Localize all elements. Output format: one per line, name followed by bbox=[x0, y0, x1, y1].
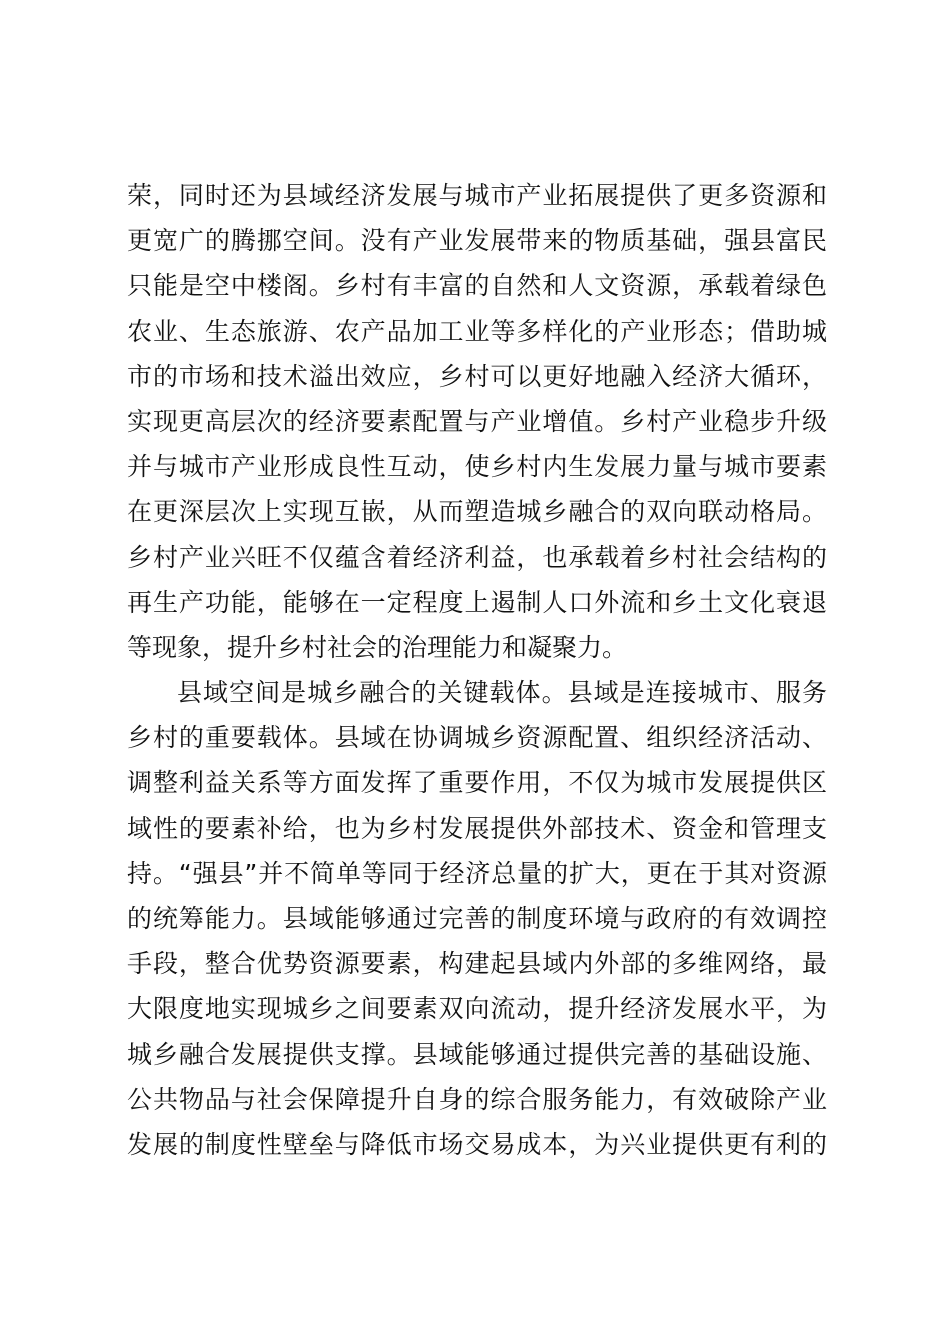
text-line: 持。“强县”并不简单等同于经济总量的扩大，更在于其对资源 bbox=[127, 858, 827, 888]
text-line: 域性的要素补给，也为乡村发展提供外部技术、资金和管理支 bbox=[127, 813, 827, 843]
text-line: 等现象，提升乡村社会的治理能力和凝聚力。 bbox=[127, 632, 628, 662]
text-line: 只能是空中楼阁。乡村有丰富的自然和人文资源，承载着绿色 bbox=[127, 271, 827, 301]
text-line: 更宽广的腾挪空间。没有产业发展带来的物质基础，强县富民 bbox=[127, 226, 827, 256]
text-line: 乡村产业兴旺不仅蕴含着经济利益，也承载着乡村社会结构的 bbox=[127, 542, 827, 572]
text-line: 发展的制度性壁垒与降低市场交易成本，为兴业提供更有利的 bbox=[127, 1129, 827, 1159]
text-line: 荣，同时还为县域经济发展与城市产业拓展提供了更多资源和 bbox=[127, 181, 827, 210]
body-text bbox=[127, 173, 827, 1167]
text-line: 县域空间是城乡融合的关键载体。县域是连接城市、服务 bbox=[177, 678, 827, 708]
text-line: 在更深层次上实现互嵌，从而塑造城乡融合的双向联动格局。 bbox=[127, 497, 827, 527]
text-line: 调整利益关系等方面发挥了重要作用，不仅为城市发展提供区 bbox=[127, 768, 827, 798]
paragraph-1 bbox=[127, 173, 827, 670]
text-line: 大限度地实现城乡之间要素双向流动，提升经济发展水平，为 bbox=[127, 994, 827, 1024]
text-line: 再生产功能，能够在一定程度上遏制人口外流和乡土文化衰退 bbox=[127, 587, 827, 617]
text-line: 乡村的重要载体。县域在协调城乡资源配置、组织经济活动、 bbox=[127, 723, 827, 753]
text-line: 实现更高层次的经济要素配置与产业增值。乡村产业稳步升级 bbox=[127, 406, 827, 436]
text-line: 的统筹能力。县域能够通过完善的制度环境与政府的有效调控 bbox=[127, 904, 827, 933]
text-line: 市的市场和技术溢出效应，乡村可以更好地融入经济大循环， bbox=[127, 361, 827, 391]
text-line: 并与城市产业形成良性互动，使乡村内生发展力量与城市要素 bbox=[127, 452, 827, 482]
text-line: 公共物品与社会保障提升自身的综合服务能力，有效破除产业 bbox=[127, 1084, 827, 1114]
paragraph-2 bbox=[127, 670, 827, 1167]
text-line: 手段，整合优势资源要素，构建起县域内外部的多维网络，最 bbox=[127, 949, 827, 979]
text-line: 城乡融合发展提供支撑。县域能够通过提供完善的基础设施、 bbox=[127, 1039, 827, 1069]
text-line: 农业、生态旅游、农产品加工业等多样化的产业形态；借助城 bbox=[127, 316, 827, 346]
